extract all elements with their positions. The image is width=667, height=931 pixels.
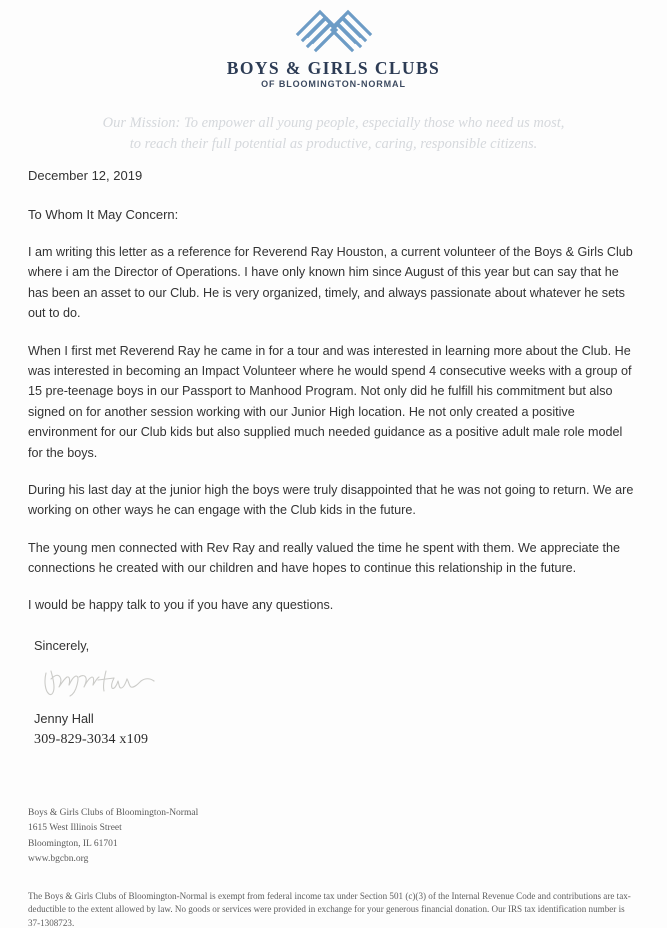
mission-line-2: to reach their full potential as productive, caring, responsible citizens. <box>129 135 538 152</box>
signer-name: Jenny Hall <box>34 710 94 726</box>
footer-website[interactable]: www.bgcbn.org <box>28 854 89 865</box>
mission-line-1: Our Mission: To empower all young people, especially those who need us most, <box>102 114 565 131</box>
signer-phone: 309-829-3034 x109 <box>34 731 149 747</box>
letter-footer <box>28 806 639 931</box>
letter-body <box>28 168 639 748</box>
footer-address-line: Boys & Girls Clubs of Bloomington-Normal <box>28 808 199 818</box>
letterhead <box>0 0 667 89</box>
signature-block <box>42 653 639 711</box>
organization-name: BOYS & GIRLS CLUBS <box>226 58 441 78</box>
letter-paragraph: During his last day at the junior high the boys were truly disappointed that he was not going to return. We are working on other ways he can engage with the Club kids in the future. <box>28 482 634 518</box>
letter-salutation: To Whom It May Concern: <box>28 207 179 222</box>
footer-address-line: 1615 West Illinois Street <box>28 823 122 834</box>
letter-paragraph: The young men connected with Rev Ray and really valued the time he spent with them. We appreciate the connections he created with our children and have hopes to continue this relationship in the future. <box>28 540 621 576</box>
handwritten-signature-icon <box>42 661 172 701</box>
letter-paragraph: I would be happy talk to you if you have any questions. <box>28 598 334 613</box>
interlocking-hands-logo-icon <box>286 6 382 56</box>
organization-wordmark <box>0 60 667 89</box>
letter-closing: Sincerely, <box>34 637 90 653</box>
mission-statement <box>54 113 614 155</box>
footer-address-line: Bloomington, IL 61701 <box>28 838 118 849</box>
organization-locale: OF BLOOMINGTON-NORMAL <box>261 78 406 89</box>
footer-address <box>28 806 639 868</box>
letter-paragraph: I am writing this letter as a reference for Reverend Ray Houston, a current volunteer of the Boys & Girls Club where i am the Director of Operations. I have only known him since August of this year but can say that he has been an asset to our Club. He is very organized, timely, and always passionate about whatever he sets out to do. <box>28 245 633 321</box>
tax-exempt-disclaimer: The Boys & Girls Clubs of Bloomington-Normal is exempt from federal income tax under Section 501 (c)(3) of the Internal Revenue Code and contributions are tax-deductible to the extent allowed by law. No goods or services were provided in exchange for your generous financial donation. Our IRS tax identification number is 37-1308723. <box>28 890 631 929</box>
letter-paragraph: When I first met Reverend Ray he came in for a tour and was interested in learning more about the Club. He was interested in becoming an Impact Volunteer where he would spend 4 consecutive weeks with a group of 15 pre-teenage boys in our Passport to Manhood Program. Not only did he fulfill his commitment but also signed on for another session working with our Junior High location. He not only created a positive environment for our Club kids but also supplied much needed guidance as a positive adult male role model for the boys. <box>28 343 632 460</box>
letter-date: December 12, 2019 <box>28 168 143 183</box>
